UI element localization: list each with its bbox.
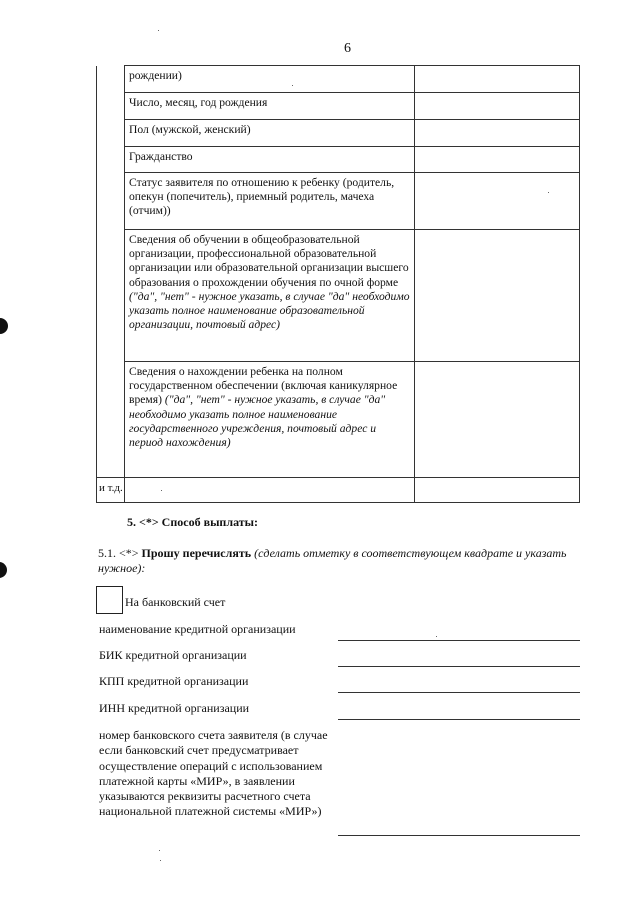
section-5-1-number: 5.1. <*> — [98, 546, 139, 560]
row-label: Статус заявителя по отношению к ребенку (родитель, опекун (попечитель), приемный родитель, мачеха (отчим)) — [129, 176, 395, 218]
row-value-cell[interactable] — [415, 478, 580, 503]
row-number-cell — [97, 93, 125, 120]
scan-speck — [158, 30, 159, 31]
row-value-cell[interactable] — [415, 173, 580, 230]
table-row — [97, 230, 580, 362]
punch-hole-top — [0, 318, 8, 334]
table-row — [97, 362, 580, 478]
table-row — [97, 66, 580, 93]
row-number-cell — [97, 120, 125, 147]
scan-speck — [548, 192, 549, 193]
row-label: Пол (мужской, женский) — [129, 123, 251, 136]
row-label: рождении) — [129, 69, 182, 82]
row-label-cell — [125, 120, 415, 147]
applicant-info-table — [96, 65, 580, 503]
scan-speck — [160, 860, 161, 861]
kpp-field[interactable] — [338, 692, 580, 693]
row-value-cell[interactable] — [415, 230, 580, 362]
table-row — [97, 120, 580, 147]
row-label: Число, месяц, год рождения — [129, 96, 268, 109]
row-value-cell[interactable] — [415, 147, 580, 173]
section-5-1-bold: Прошу перечислять — [141, 546, 252, 560]
bank-account-checkbox[interactable] — [96, 586, 123, 614]
row-number-cell — [97, 173, 125, 230]
scan-speck — [436, 636, 437, 637]
section-5-1-text — [98, 546, 568, 576]
row-number-cell: и т.д. — [97, 478, 125, 503]
bik-label: БИК кредитной организации — [99, 648, 247, 662]
row-label-cell — [125, 173, 415, 230]
row-value-cell[interactable] — [415, 120, 580, 147]
account-number-field[interactable] — [338, 835, 580, 836]
row-label-cell — [125, 66, 415, 93]
row-value-cell[interactable] — [415, 66, 580, 93]
row-note: ("да", "нет" - нужное указать, в случае "да" необходимо указать полное наименование образовательной организации, почтовый адрес) — [129, 289, 410, 332]
section-5-heading: 5. <*> Способ выплаты: — [127, 515, 259, 529]
punch-hole-bottom — [0, 562, 7, 578]
row-number-cell — [97, 66, 125, 93]
row-label: Сведения об обучении в общеобразовательной организации, профессиональной образовательной организации или образовательной организации высшего образования о прохождении обучения по очной форме — [129, 233, 409, 289]
page-number: 6 — [344, 41, 351, 56]
row-label: Гражданство — [129, 150, 193, 163]
row-label-cell — [125, 362, 415, 478]
row-note: ("да", "нет" - нужное указать, в случае "да" необходимо указать полное наименование государственного учреждения, почтовый адрес и период нахождения) — [129, 393, 386, 450]
table-row — [97, 173, 580, 230]
account-number-label: номер банковского счета заявителя (в случае если банковский счет предусматривает осуществление операций с использованием платежной карты «МИР», в заявлении указываются реквизиты расчетного счета национальной платежной системы «МИР») — [99, 728, 328, 819]
row-number-cell — [97, 362, 125, 478]
row-label-cell — [125, 147, 415, 173]
row-label: Сведения о нахождении ребенка на полном государственном обеспечении (включая каникулярное время) — [129, 365, 398, 407]
row-label-cell — [125, 93, 415, 120]
section-5-1-note: (сделать отметку в соответствующем квадрате и указать нужное): — [98, 546, 567, 575]
scan-speck — [159, 850, 160, 851]
inn-label: ИНН кредитной организации — [99, 701, 250, 715]
table-row — [97, 478, 580, 503]
row-label-cell — [125, 478, 415, 503]
table-row — [97, 147, 580, 173]
scan-speck — [292, 85, 293, 86]
credit-org-name-field[interactable] — [338, 640, 580, 641]
row-value-cell[interactable] — [415, 362, 580, 478]
row-value-cell[interactable] — [415, 93, 580, 120]
bik-field[interactable] — [338, 666, 580, 667]
row-label-cell — [125, 230, 415, 362]
row-number-cell — [97, 230, 125, 362]
scan-speck — [161, 490, 162, 491]
table-row — [97, 93, 580, 120]
credit-org-name-label: наименование кредитной организации — [99, 622, 296, 636]
inn-field[interactable] — [338, 719, 580, 720]
kpp-label: КПП кредитной организации — [99, 674, 249, 688]
bank-account-checkbox-label: На банковский счет — [125, 595, 226, 609]
row-number-cell — [97, 147, 125, 173]
